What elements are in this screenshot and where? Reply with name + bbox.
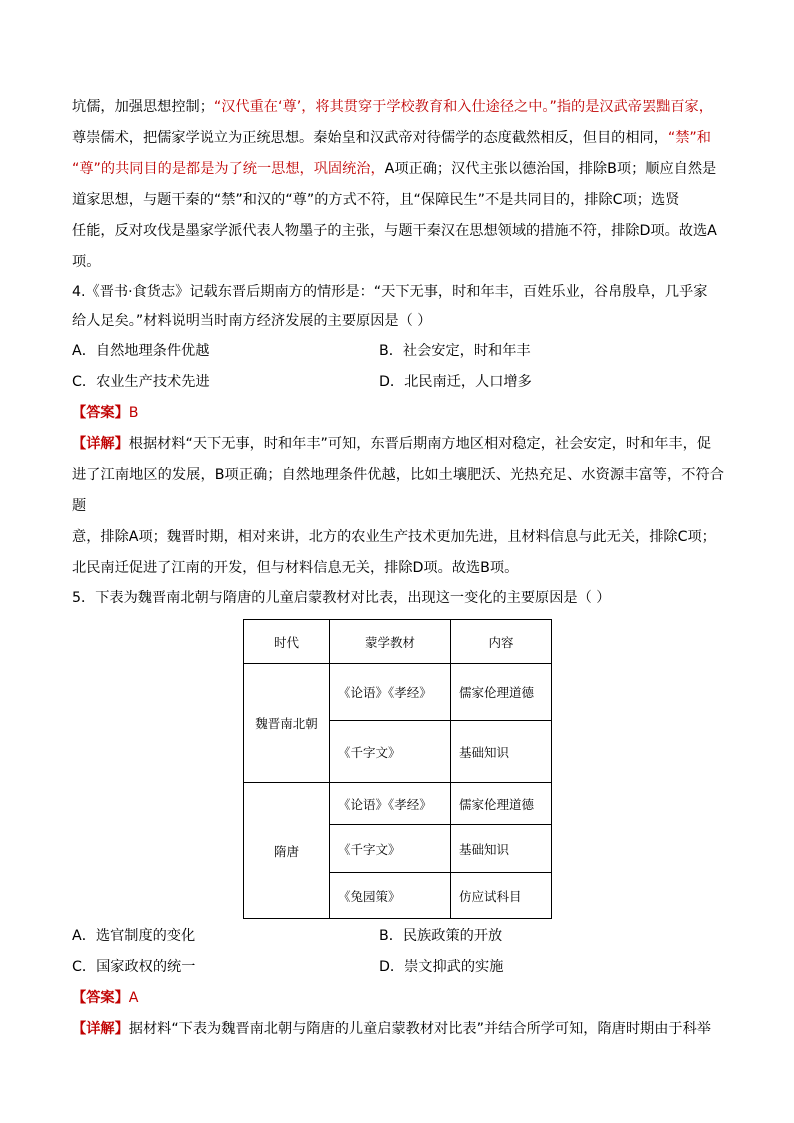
q3-detail-line-5: 任能，反对攻伐是墨家学派代表人物墨子的主张，与题干秦汉在思想领域的措施不符，排除D项。故选A [72,223,717,239]
detail-tag: 【详解】 [72,1021,129,1037]
answer-value: B [128,405,139,421]
text-segment: “禁”和 [667,130,711,146]
content-cell: 儒家伦理道德 [451,783,552,825]
comparison-table [243,619,552,919]
answer-tag: 【答案】 [72,990,129,1006]
table-header-cell: 时代 [244,620,330,664]
q4-detail-line-3: 意，排除A项；魏晋时期，相对来讲，北方的农业生产技术更加先进，且材料信息与此无关，排除C项； [72,529,716,545]
table-header-cell: 蒙学教材 [330,620,451,664]
text-segment: 根据材料“天下无事，时和年丰”可知，东晋后期南方地区相对稳定，社会安定，时和年丰，促 [128,436,711,452]
textbook-cell: 《论语》《孝经》 [330,783,451,825]
content-cell: 仿应试科目 [451,873,552,919]
q4-detail-line-1 [72,429,724,460]
q5-options-row-1 [72,921,724,952]
q4-option-a: A．自然地理条件优越 [72,343,210,359]
q5-option-c: C．国家政权的统一 [72,959,196,975]
q4-detail-line-4: 北民南迁促进了江南的开发，但与材料信息无关，排除D项。故选B项。 [72,560,519,576]
era-cell: 魏晋南北朝 [244,664,330,783]
textbook-cell: 《千字文》 [330,825,451,873]
q3-detail-line-3 [72,154,724,185]
q4-options-row-1 [72,336,724,367]
q5-option-b: B．民族政策的开放 [379,928,503,944]
text-segment: “汉代重在‘尊’，将其贯穿于学校教育和入仕途径之中。”指的是汉武帝罢黜百家， [213,99,713,115]
detail-tag: 【详解】 [72,436,129,452]
era-cell: 隋唐 [244,783,330,919]
q5-options-row-2 [72,952,724,983]
q4-stem-line-1: 4.《晋书·食货志》记载东晋后期南方的情形是：“天下无事，时和年丰，百姓乐业，谷帛殷阜，几乎家 [72,284,708,300]
table-row [244,783,552,825]
q4-option-d: D．北民南迁，人口增多 [379,374,532,390]
q4-stem-line-2: 给人足矣。”材料说明当时南方经济发展的主要原因是（ ） [72,313,432,329]
q4-detail-line-2: 进了江南地区的发展，B项正确；自然地理条件优越，比如土壤肥沃、光热充足、水资源丰富等，不符合题 [72,467,724,514]
q4-options-row-2 [72,367,724,398]
text-segment: 尊崇儒术，把儒家学说立为正统思想。秦始皇和汉武帝对待儒学的态度截然相反，但目的相同， [72,130,668,146]
text-segment: 据材料“下表为魏晋南北朝与隋唐的儿童启蒙教材对比表”并结合所学可知，隋唐时期由于科举 [128,1021,711,1037]
q5-stem: 5．下表为魏晋南北朝与隋唐的儿童启蒙教材对比表，出现这一变化的主要原因是（ ） [72,590,611,606]
q5-answer [72,983,724,1014]
answer-tag: 【答案】 [72,405,129,421]
text-segment: A项正确；汉代主张以德治国，排除B项；顺应自然是 [384,161,717,177]
content-cell: 基础知识 [451,825,552,873]
table-header-cell: 内容 [451,620,552,664]
textbook-cell: 《论语》《孝经》 [330,664,451,721]
content-cell: 儒家伦理道德 [451,664,552,721]
q4-option-b: B．社会安定，时和年丰 [379,343,531,359]
content-cell: 基础知识 [451,721,552,783]
q3-detail-line-2 [72,123,724,154]
q3-detail-line-1 [72,92,724,123]
q5-option-d: D．崇文抑武的实施 [379,959,504,975]
table-header-row [244,620,552,664]
text-segment: 坑儒，加强思想控制； [72,99,214,115]
q4-option-c: C．农业生产技术先进 [72,374,210,390]
q3-detail-line-6: 项。 [72,254,101,270]
text-segment: “尊”的共同目的是都是为了统一思想，巩固统治， [72,161,385,177]
q3-detail-line-4: 道家思想，与题干秦的“禁”和汉的“尊”的方式不符，且“保障民生”不是共同目的，排除C项；选贤 [72,192,680,208]
document-page [72,92,724,1045]
table-row [244,664,552,721]
textbook-cell: 《兔园策》 [330,873,451,919]
textbook-cell: 《千字文》 [330,721,451,783]
q4-answer [72,398,724,429]
answer-value: A [128,990,139,1006]
q5-option-a: A．选官制度的变化 [72,928,196,944]
q5-detail-line-1 [72,1014,724,1045]
